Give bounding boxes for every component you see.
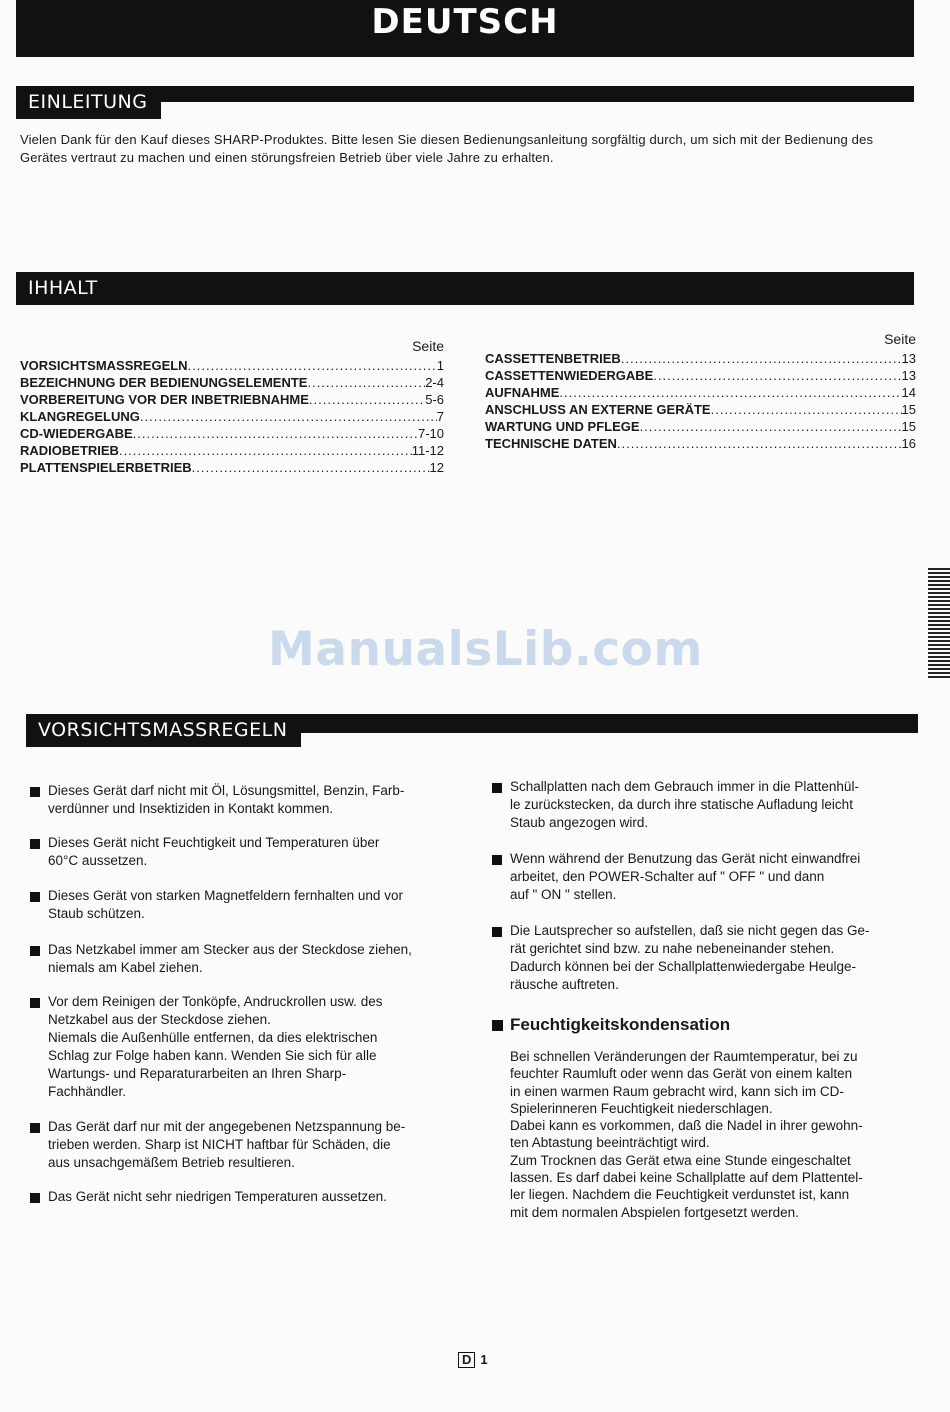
toc-leader-dots (188, 358, 437, 373)
precaution-line: niemals am Kabel ziehen. (48, 960, 203, 975)
bullet-square-icon (30, 946, 40, 956)
toc-entry-title: CASSETTENWIEDERGABE (485, 368, 654, 383)
toc-entry-title: CD-WIEDERGABE (20, 426, 133, 441)
bullet-square-icon (492, 927, 502, 937)
bullet-square-icon (492, 855, 502, 865)
toc-entry (485, 419, 916, 436)
section-header-inhalt (16, 272, 914, 305)
condensation-line: Dabei kann es vorkommen, daß die Nadel in ihrer gewohn- (510, 1118, 863, 1134)
language-banner: DEUTSCH (16, 0, 914, 57)
precaution-line: räusche auftreten. (510, 977, 619, 992)
toc-entry-page: 14 (901, 385, 916, 400)
precaution-line: Staub schützen. (48, 906, 145, 921)
precaution-line: Netzkabel aus der Steckdose ziehen. (48, 1012, 271, 1027)
toc-entry-page: 15 (901, 419, 916, 434)
toc-leader-dots (653, 368, 901, 383)
precaution-line: Niemals die Außenhülle entfernen, da dies elektrischen (48, 1030, 378, 1045)
precaution-line: arbeitet, den POWER-Schalter auf " OFF " und dann (510, 869, 825, 884)
precaution-line: Das Gerät nicht sehr niedrigen Temperaturen aussetzen. (48, 1189, 387, 1204)
toc-entry-title: RADIOBETRIEB (20, 443, 119, 458)
section-header-einleitung (16, 86, 914, 119)
condensation-line: feuchter Raumluft oder wenn das Gerät von einem kalten (510, 1066, 853, 1082)
precaution-item (492, 778, 918, 832)
toc-entry (485, 385, 916, 402)
toc-right-column (485, 331, 916, 453)
page-number (458, 1352, 488, 1368)
page-number-value: 1 (480, 1352, 488, 1367)
precaution-line: aus unsachgemäßem Betrieb resultieren. (48, 1155, 295, 1170)
toc-page-header: Seite (412, 338, 444, 354)
toc-entry-title: TECHNISCHE DATEN (485, 436, 617, 451)
toc-page-header: Seite (884, 331, 916, 347)
condensation-line: in einen warmen Raum gebracht wird, kann sich im CD- (510, 1083, 844, 1099)
section-header-vorsicht (26, 714, 918, 747)
bullet-square-icon (30, 839, 40, 849)
precaution-line: verdünner und Insektiziden in Kontakt kommen. (48, 801, 334, 816)
bullet-square-icon (30, 892, 40, 902)
precaution-item (30, 834, 452, 870)
toc-entry-title: CASSETTENBETRIEB (485, 351, 621, 366)
bullet-square-icon (30, 1123, 40, 1133)
precaution-line: 60°C aussetzen. (48, 853, 148, 868)
toc-entry-page: 11-12 (411, 443, 444, 458)
precaution-item (30, 993, 452, 1101)
precaution-line: Die Lautsprecher so aufstellen, daß sie nicht gegen das Ge- (510, 923, 870, 938)
toc-entry-page: 2-4 (425, 375, 444, 390)
toc-entry-page: 5-6 (425, 392, 444, 407)
toc-entry-title: AUFNAHME (485, 385, 560, 400)
precaution-line: auf " ON " stellen. (510, 887, 617, 902)
toc-entry-title: WARTUNG UND PFLEGE (485, 419, 640, 434)
precaution-line: trieben werden. Sharp ist NICHT haftbar für Schäden, die (48, 1137, 391, 1152)
precaution-line: rät gerichtet sind bzw. zu nahe nebeneinander stehen. (510, 941, 835, 956)
precaution-line: Wenn während der Benutzung das Gerät nicht einwandfrei (510, 851, 861, 866)
toc-leader-dots (192, 460, 430, 475)
precaution-line: Staub angezogen wird. (510, 815, 649, 830)
toc-entry (20, 409, 444, 426)
precaution-item (30, 782, 452, 818)
toc-leader-dots (621, 351, 902, 366)
precaution-line: Dieses Gerät von starken Magnetfeldern fernhalten und vor (48, 888, 403, 903)
condensation-line: ler liegen. Nachdem die Feuchtigkeit verdunstet ist, kann (510, 1187, 850, 1203)
toc-leader-dots (711, 402, 902, 417)
section-title: VORSICHTSMASSREGELN (38, 719, 288, 741)
precaution-line: Vor dem Reinigen der Tonköpfe, Andruckrollen usw. des (48, 994, 383, 1009)
condensation-line: ten Abtastung beeinträchtigt wird. (510, 1135, 710, 1151)
precaution-line: Schlag zur Folge haben kann. Wenden Sie sich für alle (48, 1048, 377, 1063)
bullet-square-icon (492, 783, 502, 793)
toc-entry (485, 402, 916, 419)
bullet-square-icon (30, 787, 40, 797)
toc-entry-page: 13 (901, 351, 916, 366)
precaution-item (30, 887, 452, 923)
toc-entry-title: ANSCHLUSS AN EXTERNE GERÄTE (485, 402, 711, 417)
toc-entry (20, 426, 444, 443)
precaution-line: Dieses Gerät nicht Feuchtigkeit und Temperaturen über (48, 835, 380, 850)
bullet-square-icon (492, 1020, 503, 1031)
precaution-line: Fachhändler. (48, 1084, 127, 1099)
toc-entry-page: 1 (436, 358, 444, 373)
toc-entry-page: 13 (901, 368, 916, 383)
precaution-item (492, 922, 918, 994)
toc-entry (20, 443, 444, 460)
toc-entry-page: 7-10 (417, 426, 444, 441)
toc-leader-dots (119, 443, 412, 458)
bullet-square-icon (30, 998, 40, 1008)
toc-entry-page: 16 (901, 436, 916, 451)
toc-entry (20, 375, 444, 392)
section-title: EINLEITUNG (28, 91, 148, 113)
toc-leader-dots (309, 392, 425, 407)
toc-entry-page: 7 (436, 409, 444, 424)
condensation-line: Spielerinneren Feuchtigkeit niederschlagen. (510, 1100, 773, 1116)
toc-entry-title: PLATTENSPIELERBETRIEB (20, 460, 192, 475)
precautions-right-column (492, 778, 918, 1221)
precaution-item (30, 1188, 452, 1206)
toc-leader-dots (640, 419, 902, 434)
toc-entry (485, 436, 916, 453)
toc-entry-title: VORSICHTSMASSREGELN (20, 358, 188, 373)
toc-entry-title: VORBEREITUNG VOR DER INBETRIEBNAHME (20, 392, 309, 407)
condensation-line: mit dem normalen Abspielen fortgesetzt werden. (510, 1204, 799, 1220)
toc-entry-title: BEZEICHNUNG DER BEDIENUNGSELEMENTE (20, 375, 308, 390)
condensation-line: Zum Trocknen das Gerät etwa eine Stunde eingeschaltet (510, 1152, 851, 1168)
toc-entry (20, 460, 444, 477)
toc-entry (485, 351, 916, 368)
condensation-line: Bei schnellen Veränderungen der Raumtemperatur, bei zu (510, 1049, 858, 1064)
toc-leader-dots (617, 436, 902, 451)
precautions-left-column (30, 782, 452, 1206)
section-title: IHHALT (28, 277, 98, 299)
precaution-item (30, 1118, 452, 1172)
toc-entry (485, 368, 916, 385)
toc-leader-dots (140, 409, 437, 424)
condensation-title: Feuchtigkeitskondensation (510, 1015, 731, 1034)
toc-leader-dots (133, 426, 418, 441)
precaution-item (492, 850, 918, 904)
precaution-item (30, 941, 452, 977)
precaution-line: le zurückstecken, da durch ihre statische Aufladung leicht (510, 797, 853, 812)
toc-entry-page: 12 (429, 460, 444, 475)
toc-entry (20, 392, 444, 409)
toc-leader-dots (307, 375, 425, 390)
watermark: ManualsLib.com (268, 622, 703, 677)
precaution-line: Dieses Gerät darf nicht mit Öl, Lösungsmittel, Benzin, Farb- (48, 783, 405, 798)
precaution-line: Das Gerät darf nur mit der angegebenen Netzspannung be- (48, 1119, 406, 1134)
toc-entry-page: 15 (901, 402, 916, 417)
toc-left-column (20, 338, 444, 477)
toc-entry (20, 358, 444, 375)
page-letter-box: D (458, 1352, 475, 1368)
condensation-heading (492, 1014, 918, 1036)
precaution-line: Wartungs- und Reparaturarbeiten an Ihren Sharp- (48, 1066, 347, 1081)
intro-text: Vielen Dank für den Kauf dieses SHARP-Produktes. Bitte lesen Sie diesen Bedienungsanleitung sorgfältig durch, um sich mit der Bedienung des Gerätes vertraut zu machen und einen störungsfreien Betrieb über viele Jahre zu erhalten. (20, 132, 874, 165)
condensation-line: lassen. Es darf dabei keine Schallplatte auf dem Plattentel- (510, 1170, 863, 1186)
thumb-index-tab (928, 568, 950, 680)
precaution-line: Schallplatten nach dem Gebrauch immer in die Plattenhül- (510, 779, 859, 794)
toc-leader-dots (559, 385, 901, 400)
precaution-line: Das Netzkabel immer am Stecker aus der Steckdose ziehen, (48, 942, 412, 957)
precaution-line: Dadurch können bei der Schallplattenwiedergabe Heulge- (510, 959, 856, 974)
condensation-text (492, 1048, 918, 1221)
toc-entry-title: KLANGREGELUNG (20, 409, 140, 424)
bullet-square-icon (30, 1193, 40, 1203)
